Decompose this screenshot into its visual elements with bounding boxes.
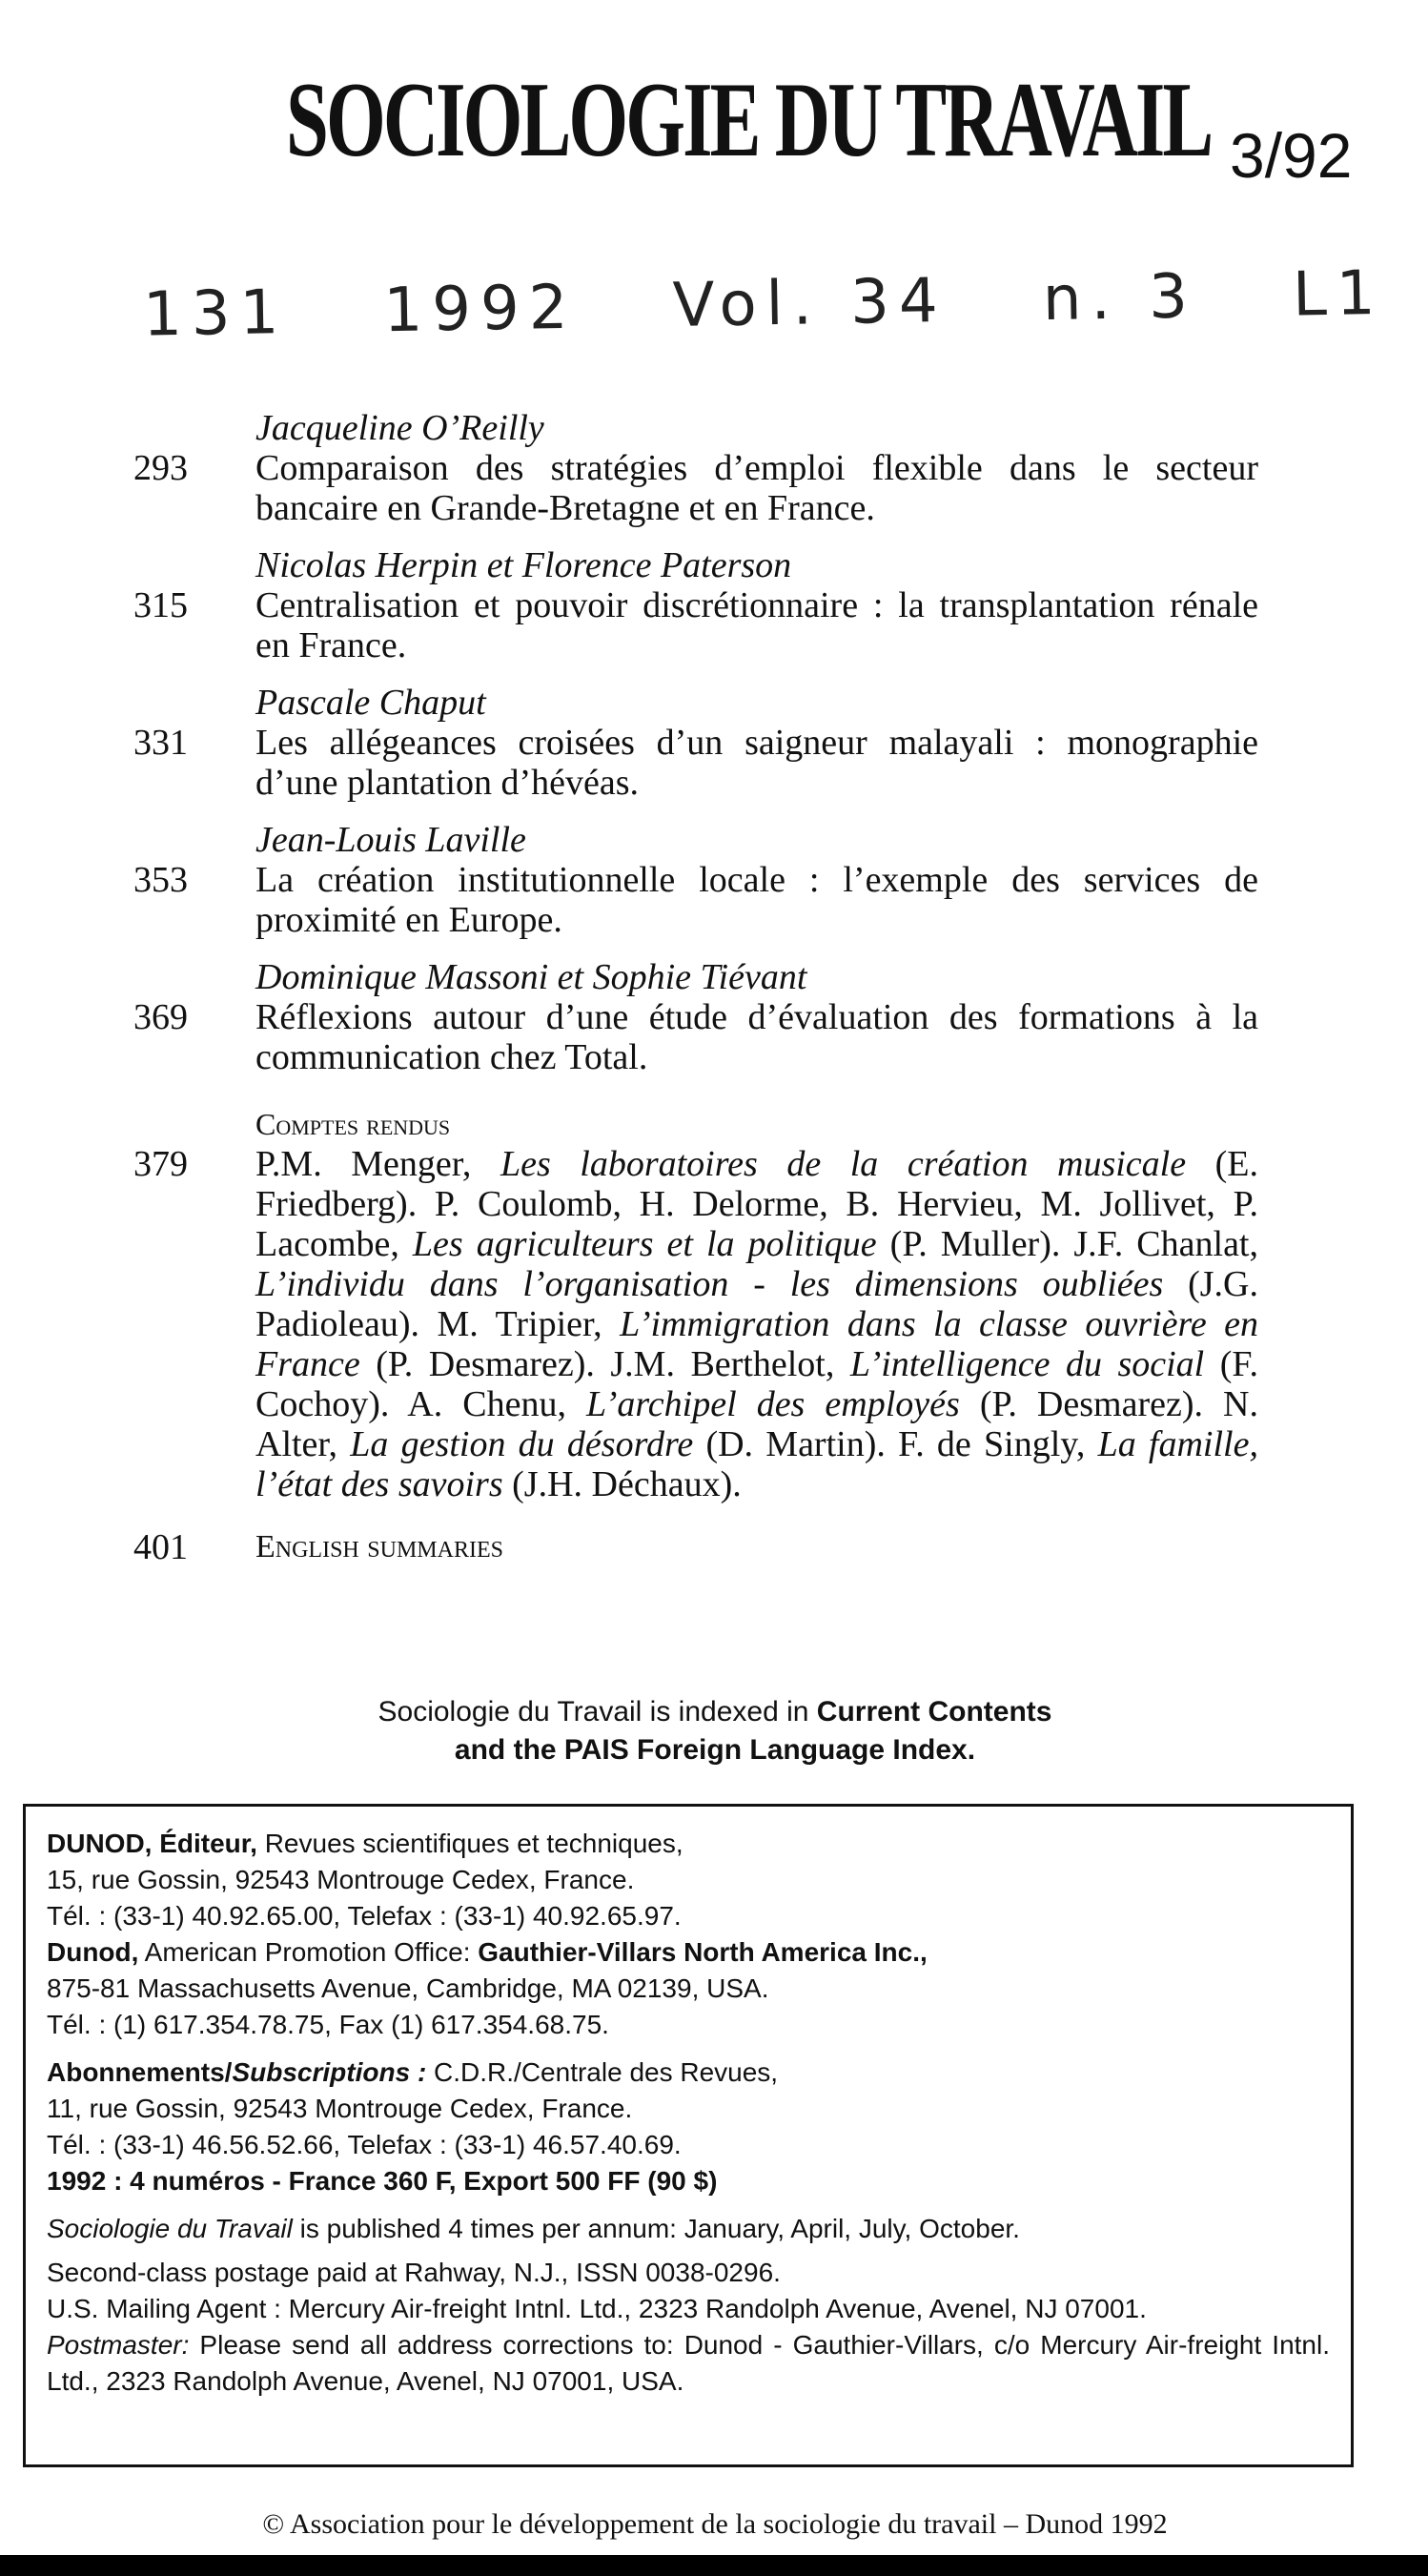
toc-entry — [133, 957, 1258, 1077]
us-office-description: American Promotion Office: — [138, 1937, 479, 1967]
toc-page-number: 293 — [133, 448, 188, 488]
review-text-part: (J.H. Déchaux). — [502, 1464, 742, 1504]
review-book-title: L’individu dans l’organisation - les dimensions oubliées — [255, 1264, 1164, 1304]
indexing-note — [286, 1693, 1144, 1769]
review-book-title: La gestion du désordre — [350, 1424, 694, 1464]
toc-page-number: 315 — [133, 585, 188, 625]
issue-number: 3/92 — [1230, 120, 1353, 191]
mailing-agent: U.S. Mailing Agent : Mercury Air-freight Intnl. Ltd., 2323 Randolph Avenue, Avenel, NJ 07001. — [47, 2294, 1147, 2323]
review-text-part: (J.G. Padioleau). M. Tripier, — [255, 1264, 1259, 1344]
toc-entry — [133, 820, 1258, 940]
toc-author: Jean-Louis Laville — [255, 820, 526, 860]
review-text-part: (E. Friedberg). P. Coulomb, H. Delorme, B. Hervieu, M. Jollivet, P. Lacombe, — [255, 1144, 1258, 1264]
review-book-title: L’archipel des employés — [586, 1384, 960, 1424]
toc-entry-summaries — [133, 1527, 1258, 1567]
subscriptions-phone: Tél. : (33-1) 46.56.52.66, Telefax : (33-1) 46.57.40.69. — [47, 2130, 682, 2159]
reviews-label: Comptes rendus — [255, 1107, 451, 1141]
toc-page-number: 369 — [133, 997, 188, 1037]
review-text-part: (P. Desmarez). N. Alter, — [255, 1384, 1258, 1464]
us-office-address: 875-81 Massachusetts Avenue, Cambridge, MA 02139, USA. — [47, 1973, 769, 2003]
toc-author: Jacqueline O’Reilly — [255, 408, 544, 448]
summaries-label: English summaries — [255, 1529, 503, 1564]
postmaster-label: Postmaster: — [47, 2330, 190, 2360]
handwritten-note-part: Vol. 34 — [672, 265, 949, 341]
subscriptions-address: 11, rue Gossin, 92543 Montrouge Cedex, France. — [47, 2094, 633, 2123]
toc-article-title: Réflexions autour d’une étude d’évaluation des formations à la communication chez Total. — [255, 997, 1258, 1077]
review-book-title: La famille, l’état des savoirs — [255, 1424, 1258, 1504]
handwritten-note — [142, 256, 1386, 353]
review-text-part: (P. Desmarez). J.M. Berthelot, — [359, 1344, 850, 1384]
scan-edge — [0, 2555, 1428, 2576]
review-text-part: P.M. Menger, — [255, 1144, 500, 1184]
toc-article-title: Comparaison des stratégies d’emploi flexible dans le secteur bancaire en Grande-Bretagne et en France. — [255, 448, 1258, 528]
handwritten-note-part: L1 — [1292, 257, 1386, 331]
journal-title: SOCIOLOGIE DU TRAVAIL — [286, 61, 1212, 179]
us-office-company: Gauthier-Villars North America Inc., — [478, 1937, 928, 1967]
postage-info: Second-class postage paid at Rahway, N.J., ISSN 0038-0296. — [47, 2258, 781, 2287]
frequency-journal-title: Sociologie du Travail — [47, 2214, 293, 2243]
subscriptions-label-a: Abonnements/ — [47, 2057, 233, 2087]
us-office-phone: Tél. : (1) 617.354.78.75, Fax (1) 617.354.68.75. — [47, 2010, 609, 2039]
toc-page-number: 331 — [133, 723, 188, 763]
indexing-prefix: Sociologie du Travail is indexed in — [377, 1696, 817, 1728]
toc-page-number: 401 — [133, 1527, 188, 1567]
handwritten-note-part: 1992 — [382, 272, 579, 347]
review-text-part: (F. Cochoy). A. Chenu, — [255, 1344, 1258, 1424]
reviews-text — [255, 1144, 1258, 1504]
review-book-title: Les laboratoires de la création musicale — [500, 1144, 1187, 1184]
indexing-pais: and the PAIS Foreign Language Index. — [454, 1734, 976, 1766]
review-text-part: (P. Muller). J.F. Chanlat, — [876, 1224, 1258, 1264]
us-office-name: Dunod, — [47, 1937, 139, 1967]
postmaster-text: Please send all address corrections to: Dunod - Gauthier-Villars, c/o Mercury Air-freight Intnl. Ltd., 2323 Randolph Avenue, Avenel, NJ 07001, USA. — [47, 2330, 1330, 2396]
toc-author: Pascale Chaput — [255, 683, 486, 723]
publisher-name: DUNOD, Éditeur, — [47, 1829, 257, 1858]
review-book-title: L’immigration dans la classe ouvrière en France — [255, 1304, 1259, 1384]
publisher-description: Revues scientifiques et techniques, — [256, 1829, 683, 1858]
toc-author: Dominique Massoni et Sophie Tiévant — [255, 957, 807, 997]
copyright-line: © Association pour le développement de la sociologie du travail – Dunod 1992 — [262, 2508, 1168, 2540]
toc-article-title: La création institutionnelle locale : l’exemple des services de proximité en Europe. — [255, 860, 1258, 940]
toc-entry-reviews — [133, 1104, 1258, 1504]
handwritten-note-part: 131 — [142, 276, 289, 351]
toc-entry — [133, 683, 1258, 803]
subscriptions-label-b: Subscriptions : — [232, 2057, 427, 2087]
review-text-part: (D. Martin). F. de Singly, — [693, 1424, 1098, 1464]
toc-author: Nicolas Herpin et Florence Paterson — [255, 545, 792, 585]
review-book-title: L’intelligence du social — [849, 1344, 1205, 1384]
toc-article-title: Les allégeances croisées d’un saigneur malayali : monographie d’une plantation d’hévéas. — [255, 723, 1258, 803]
handwritten-note-part: n. 3 — [1042, 261, 1198, 336]
table-of-contents — [133, 408, 1258, 1584]
subscriptions-description: C.D.R./Centrale des Revues, — [426, 2057, 779, 2087]
publisher-info-box — [23, 1804, 1354, 2467]
toc-page-number: 379 — [133, 1144, 188, 1184]
toc-article-title: Centralisation et pouvoir discrétionnaire : la transplantation rénale en France. — [255, 585, 1258, 665]
subscriptions-price: 1992 : 4 numéros - France 360 F, Export 500 FF (90 $) — [47, 2166, 718, 2196]
publisher-address: 15, rue Gossin, 92543 Montrouge Cedex, France. — [47, 1865, 635, 1894]
frequency-text: is published 4 times per annum: January, April, July, October. — [292, 2214, 1020, 2243]
review-book-title: Les agriculteurs et la politique — [412, 1224, 877, 1264]
toc-entry — [133, 408, 1258, 528]
toc-entry — [133, 545, 1258, 665]
toc-page-number: 353 — [133, 860, 188, 900]
publisher-phone: Tél. : (33-1) 40.92.65.00, Telefax : (33-1) 40.92.65.97. — [47, 1901, 682, 1931]
indexing-current-contents: Current Contents — [816, 1696, 1052, 1728]
